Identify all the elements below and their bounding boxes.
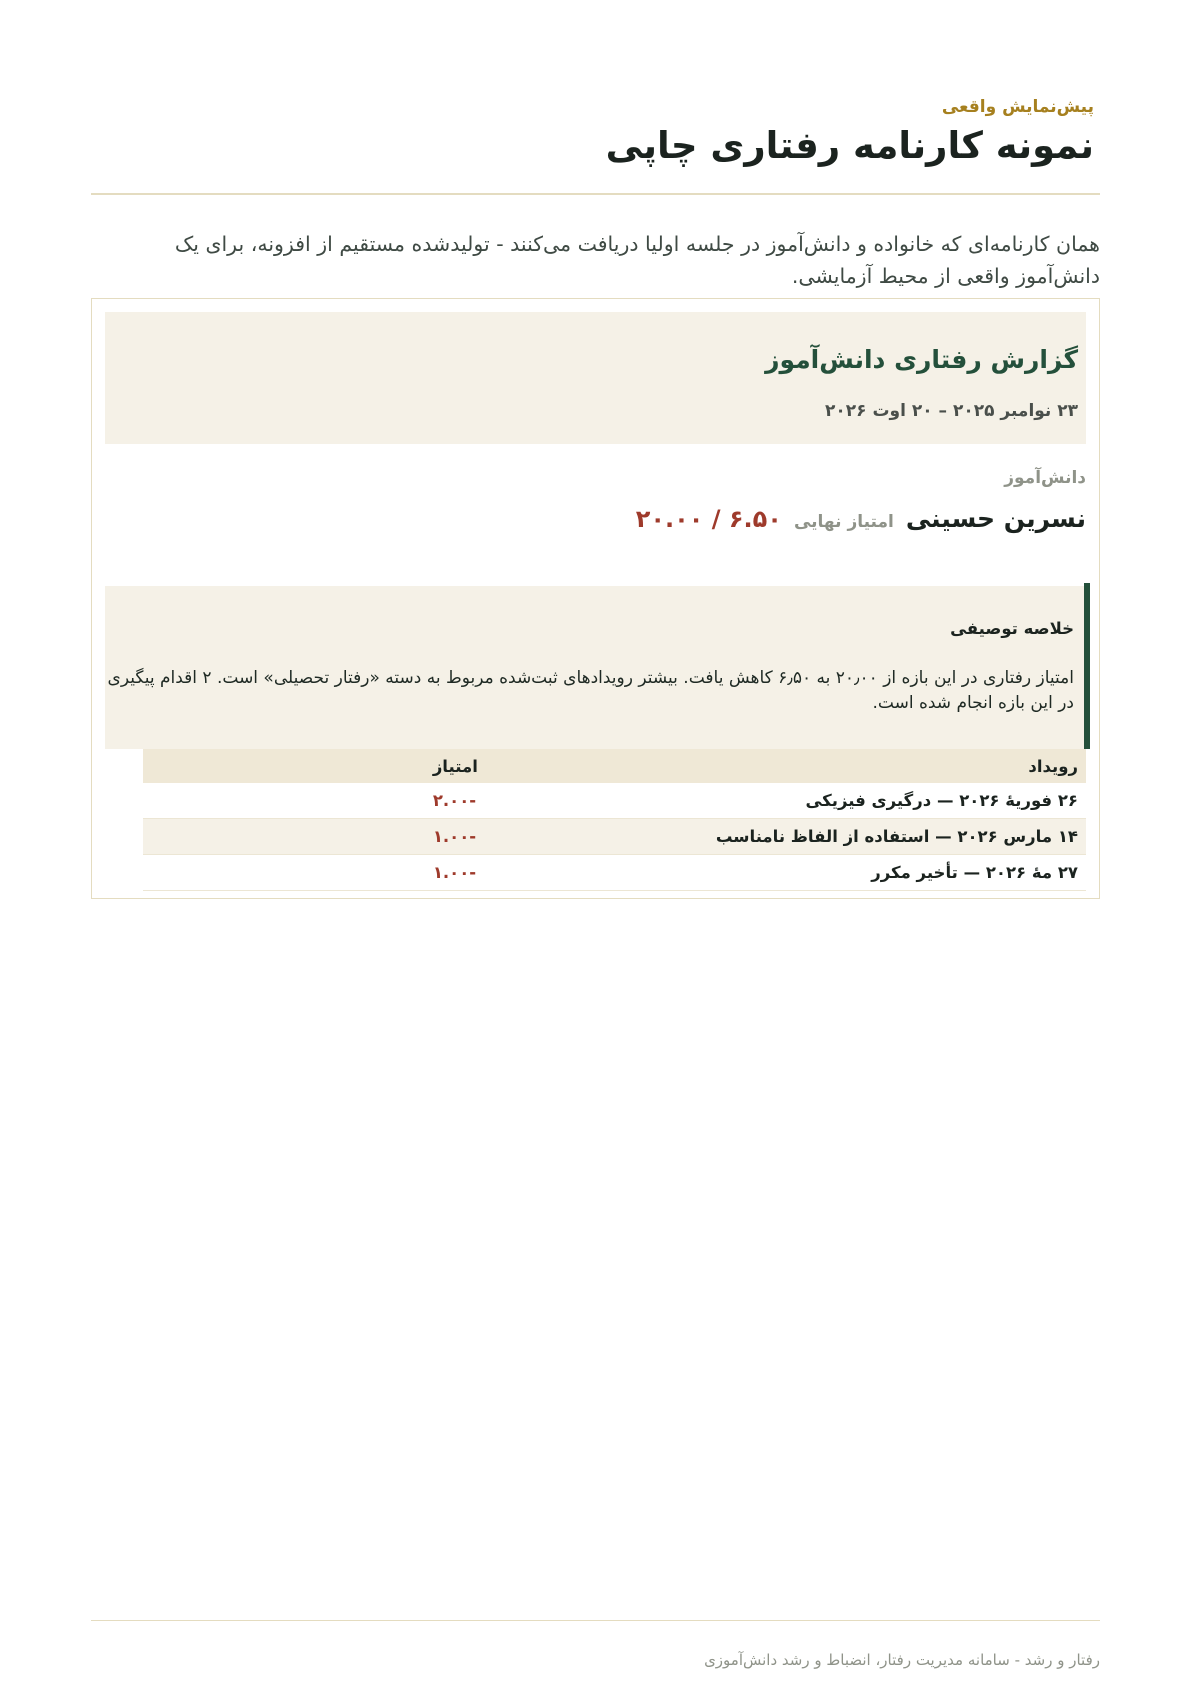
footer-text: رفتار و رشد - سامانه مدیریت رفتار، انضباط و رشد دانش‌آموزی bbox=[704, 1651, 1100, 1669]
intro-paragraph: همان کارنامه‌ای که خانواده و دانش‌آموز در جلسه اولیا دریافت می‌کنند - تولیدشده مستقیم از افزونه، برای یک دانش‌آموز واقعی از محیط آزمایشی. bbox=[174, 232, 1100, 288]
table-row bbox=[143, 819, 1086, 855]
page-title: نمونه کارنامه رفتاری چاپی bbox=[605, 124, 1094, 167]
page bbox=[91, 0, 1100, 1684]
score-cell: -۲.۰۰ bbox=[143, 783, 708, 819]
score-cell: -۱.۰۰ bbox=[143, 819, 708, 855]
event-cell: ۲۷ مهٔ ۲۰۲۶ — تأخیر مکرر bbox=[708, 855, 1086, 891]
events-header-event: رویداد bbox=[708, 749, 1086, 783]
events-header-score: امتیاز bbox=[143, 749, 708, 783]
student-name: نسرین حسینی bbox=[905, 504, 1086, 533]
footer-divider bbox=[91, 1620, 1100, 1621]
preview-kicker: پیش‌نمایش واقعی bbox=[941, 97, 1094, 117]
summary-accent-bar bbox=[1084, 583, 1090, 749]
event-cell: ۲۶ فوریهٔ ۲۰۲۶ — درگیری فیزیکی bbox=[708, 783, 1086, 819]
table-row bbox=[143, 855, 1086, 891]
report-date-range: ۲۳ نوامبر ۲۰۲۵ – ۲۰ اوت ۲۰۲۶ bbox=[825, 401, 1078, 421]
events-header-row bbox=[143, 749, 1086, 783]
table-row bbox=[143, 783, 1086, 819]
student-row bbox=[636, 504, 1086, 533]
report-title: گزارش رفتاری دانش‌آموز bbox=[765, 345, 1078, 374]
report-header bbox=[105, 312, 1086, 444]
summary-title: خلاصه توصیفی bbox=[950, 619, 1074, 638]
final-score-label: امتیاز نهایی bbox=[793, 512, 894, 532]
report-card bbox=[91, 298, 1100, 899]
summary-text: امتیاز رفتاری در این بازه از ۲۰٫۰۰ به ۶٫۵۰ کاهش یافت. بیشتر رویدادهای ثبت‌شده مربوط به دسته «رفتار تحصیلی» است. ۲ اقدام پیگیری در این بازه انجام شده است. bbox=[107, 668, 1074, 713]
event-cell: ۱۴ مارس ۲۰۲۶ — استفاده از الفاظ نامناسب bbox=[708, 819, 1086, 855]
score-cell: -۱.۰۰ bbox=[143, 855, 708, 891]
events-table bbox=[143, 749, 1086, 891]
student-label: دانش‌آموز bbox=[1004, 468, 1086, 488]
final-score-value: ۶.۵۰ / ۲۰.۰۰ bbox=[635, 505, 782, 533]
summary-box bbox=[105, 586, 1086, 749]
header-divider bbox=[91, 193, 1100, 195]
